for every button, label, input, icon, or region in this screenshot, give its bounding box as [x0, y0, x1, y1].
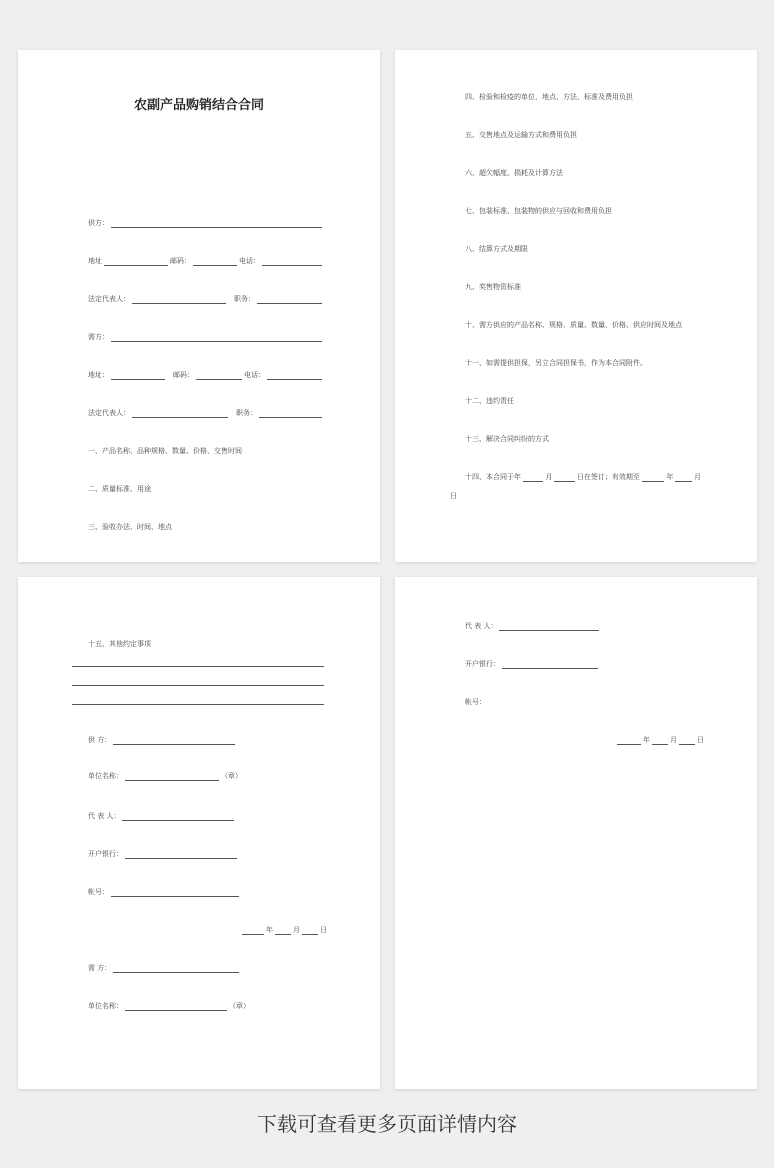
buyer-legal-row: [88, 408, 324, 418]
buyer-date-row: [615, 735, 704, 745]
bank-label: 开户银行：: [465, 660, 500, 668]
blank-line: [193, 257, 237, 266]
supplier-legal-row: [88, 294, 324, 304]
clause-6: 六、超欠幅度、损耗及计算方法: [465, 169, 563, 177]
clause-13: 十三、解决合同纠纷的方式: [465, 435, 549, 443]
blank-line: [262, 257, 322, 266]
bank-label: 开户银行：: [88, 850, 123, 858]
zip-label: 邮码：: [173, 371, 194, 379]
blank-line: [111, 371, 165, 380]
clause-14-text: 日在签订；有效期至: [576, 473, 640, 481]
blank-line: [111, 333, 322, 342]
buyer-row: [88, 332, 324, 342]
representative-label: 代 表 人：: [88, 812, 121, 820]
blank-line: [642, 473, 664, 482]
contract-page-4: [395, 577, 757, 1089]
blank-line: [113, 964, 239, 973]
buyer-rep-row: [465, 621, 601, 631]
unit-name-label: 单位名称：: [88, 772, 123, 780]
blank-line: [259, 409, 322, 418]
blank-line: [267, 371, 322, 380]
blank-line: [523, 473, 543, 482]
blank-line: [111, 888, 239, 897]
blank-line: [111, 219, 322, 228]
contract-page-3: [18, 577, 380, 1089]
blank-line: [679, 736, 695, 745]
blank-line: [72, 666, 324, 667]
clause-10: 十、需方供应的产品名称、规格、质量、数量、价格、供应时间及地点: [465, 321, 682, 329]
buyer-unit-row: [88, 1001, 250, 1011]
contract-page-1: [18, 50, 380, 562]
download-more-caption: 下载可查看更多页面详情内容: [257, 1112, 517, 1136]
blank-line: [257, 295, 322, 304]
blank-line: [104, 257, 168, 266]
clause-9: 九、奖售物资标准: [465, 283, 521, 291]
day-label: 日: [697, 736, 704, 744]
clause-14-text: 十四、本合同于年: [465, 473, 521, 481]
supplier-unit-row: [88, 771, 242, 781]
supplier-row: [88, 218, 324, 228]
blank-line: [242, 926, 264, 935]
blank-line: [617, 736, 641, 745]
supplier-bank-row: [88, 849, 239, 859]
buyer-account-row: [465, 697, 486, 707]
tel-label: 电话：: [239, 257, 260, 265]
supplier-label: 供 方：: [88, 736, 112, 744]
month-label: 月: [293, 926, 300, 934]
buyer-label: 需方：: [88, 333, 109, 341]
blank-line: [502, 660, 598, 669]
clause-15: 十五、其他约定事项: [88, 640, 151, 648]
blank-line: [122, 812, 234, 821]
supplier-rep-row: [88, 811, 236, 821]
address-label: 地址：: [88, 371, 109, 379]
clause-14-day: 日: [450, 492, 457, 500]
clause-2: 二、质量标准、用途: [88, 485, 151, 493]
seal-label: （章）: [229, 1002, 250, 1010]
blank-line: [652, 736, 668, 745]
supplier-date-row: [240, 925, 327, 935]
clause-12: 十二、违约责任: [465, 397, 514, 405]
year-label: 年: [266, 926, 273, 934]
seal-label: （章）: [221, 772, 242, 780]
contract-page-2: [395, 50, 757, 562]
year-label: 年: [643, 736, 650, 744]
supplier-address-row: [88, 256, 324, 266]
buyer-sign-row: [88, 963, 241, 973]
clause-11: 十一、如需提供担保，另立合同担保书，作为本合同附件。: [465, 359, 647, 367]
legal-rep-label: 法定代表人：: [88, 409, 130, 417]
tel-label: 电话：: [244, 371, 265, 379]
blank-line: [113, 736, 235, 745]
blank-line: [675, 473, 692, 482]
address-label: 地址: [88, 257, 102, 265]
post-label: 职务：: [236, 409, 257, 417]
buyer-bank-row: [465, 659, 600, 669]
blank-line: [125, 1002, 227, 1011]
blank-line: [125, 850, 237, 859]
clause-3: 三、验收办法、时间、地点: [88, 523, 172, 531]
buyer-address-row: [88, 370, 324, 380]
unit-name-label: 单位名称：: [88, 1002, 123, 1010]
blank-line: [554, 473, 574, 482]
buyer-label: 需 方：: [88, 964, 112, 972]
blank-line: [275, 926, 291, 935]
blank-line: [302, 926, 318, 935]
supplier-label: 供方：: [88, 219, 109, 227]
legal-rep-label: 法定代表人：: [88, 295, 130, 303]
zip-label: 邮码：: [170, 257, 191, 265]
supplier-sign-row: [88, 735, 237, 745]
month-label: 月: [545, 473, 553, 481]
supplier-account-row: [88, 887, 241, 897]
document-title: 农副产品购销结合合同: [133, 98, 264, 113]
clause-5: 五、交售地点及运输方式和费用负担: [465, 131, 577, 139]
month-label: 月: [694, 473, 702, 481]
blank-line: [196, 371, 242, 380]
year-label: 年: [666, 473, 674, 481]
clause-14: [465, 472, 701, 482]
blank-line: [132, 409, 228, 418]
blank-line: [72, 704, 324, 705]
clause-8: 八、结算方式及期限: [465, 245, 528, 253]
clause-7: 七、包装标准、包装物的供应与回收和费用负担: [465, 207, 612, 215]
day-label: 日: [320, 926, 327, 934]
clause-1: 一、产品名称、品种规格、数量、价格、交售时间: [88, 447, 242, 455]
blank-line: [499, 622, 599, 631]
clause-4: 四、检验和检疫的单位、地点、方法、标准及费用负担: [465, 93, 633, 101]
representative-label: 代 表 人：: [465, 622, 498, 630]
post-label: 职务：: [234, 295, 255, 303]
month-label: 月: [670, 736, 677, 744]
account-label: 帐号：: [88, 888, 109, 896]
blank-line: [72, 685, 324, 686]
blank-line: [132, 295, 226, 304]
blank-line: [125, 772, 219, 781]
account-label: 帐号：: [465, 698, 486, 706]
